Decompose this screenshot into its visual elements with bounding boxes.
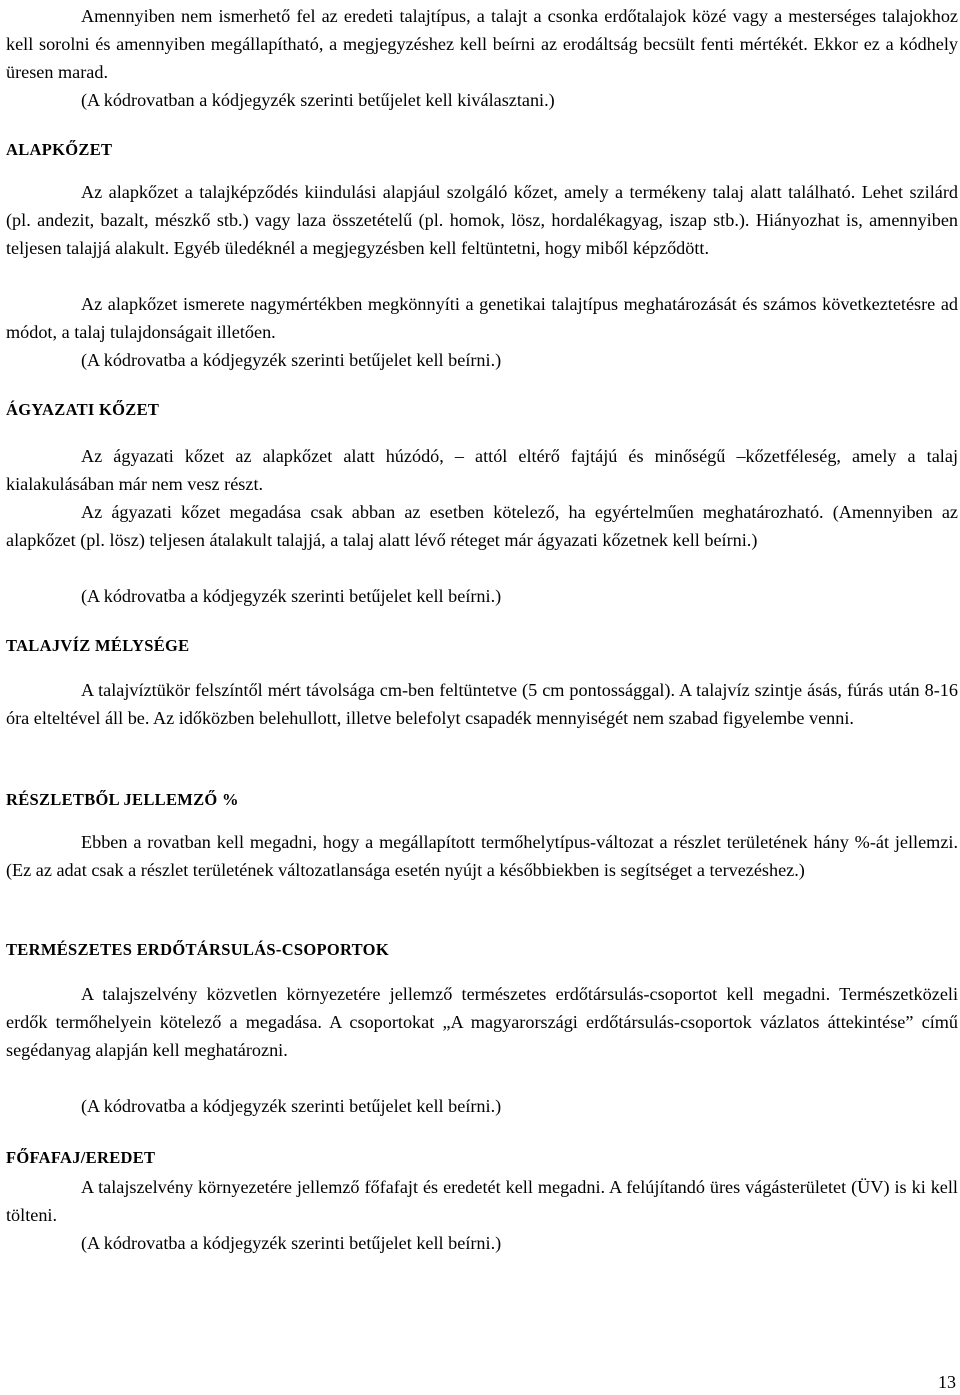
fofafaj-eredet-note: (A kódrovatba a kódjegyzék szerinti betűjelet kell beírni.) — [81, 1233, 502, 1253]
alapkozet-paragraph-1: Az alapkőzet a talajképződés kiindulási alapjául szolgáló kőzet, amely a termékeny talaj alatt található. Lehet szilárd (pl. andezit, bazalt, mészkő stb.) vagy laza összetételű (pl. homok, lösz, hordalékagyag, iszap stb.). Hiányozhat is, amennyiben teljesen talajjá alakult. Egyéb üledéknél a megjegyzésben kell feltüntetni, hogy miből képződött. — [6, 182, 958, 259]
section-heading-reszletbol-jellemzo: RÉSZLETBŐL JELLEMZŐ % — [6, 790, 239, 809]
page-number: 13 — [938, 1372, 956, 1392]
agyazati-kozet-paragraph-1: Az ágyazati kőzet az alapkőzet alatt húzódó, – attól eltérő fajtájú és minőségű –kőzetféleség, amely a talaj kialakulásában már nem vesz részt. — [6, 446, 958, 495]
agyazati-kozet-note: (A kódrovatba a kódjegyzék szerinti betűjelet kell beírni.) — [81, 586, 502, 606]
section-heading-talajviz-melysege: TALAJVÍZ MÉLYSÉGE — [6, 636, 190, 655]
alapkozet-paragraph-2: Az alapkőzet ismerete nagymértékben megkönnyíti a genetikai talajtípus meghatározását és számos következtetésre ad módot, a talaj tulajdonságait illetően. — [6, 294, 958, 343]
alapkozet-note: (A kódrovatba a kódjegyzék szerinti betűjelet kell beírni.) — [81, 350, 502, 370]
termeszetes-erdotarsulas-note: (A kódrovatba a kódjegyzék szerinti betűjelet kell beírni.) — [81, 1096, 502, 1116]
section-heading-agyazati-kozet: ÁGYAZATI KŐZET — [6, 400, 160, 419]
intro-note: (A kódrovatban a kódjegyzék szerinti betűjelet kell kiválasztani.) — [81, 90, 555, 110]
section-heading-alapkozet: ALAPKŐZET — [6, 140, 113, 159]
reszletbol-paragraph: Ebben a rovatban kell megadni, hogy a megállapított termőhelytípus-változat a részlet területének hány %-át jellemzi. (Ez az adat csak a részlet területének változatlansága esetén nyújt a későbbiekben is segítséget a tervezéshez.) — [6, 832, 958, 881]
fofafaj-eredet-paragraph: A talajszelvény környezetére jellemző főfafajt és eredetét kell megadni. A felújítandó üres vágásterületet (ÜV) is ki kell tölteni. — [6, 1177, 958, 1226]
section-heading-termeszetes-erdotarsulas: TERMÉSZETES ERDŐTÁRSULÁS-CSOPORTOK — [6, 940, 389, 959]
section-heading-fofafaj-eredet: FŐFAFAJ/EREDET — [6, 1148, 156, 1167]
agyazati-kozet-paragraph-2: Az ágyazati kőzet megadása csak abban az esetben kötelező, ha egyértelműen meghatározható. (Amennyiben az alapkőzet (pl. lösz) teljesen átalakult talajjá, a talaj alatt lévő réteget már ágyazati kőzetnek kell beírni.) — [6, 502, 958, 551]
talajviz-paragraph: A talajvíztükör felszíntől mért távolsága cm-ben feltüntetve (5 cm pontossággal). A talajvíz szintje ásás, fúrás után 8-16 óra elteltével áll be. Az időközben belehullott, illetve belefolyt csapadék mennyiségét nem szabad figyelembe venni. — [6, 680, 958, 729]
termeszetes-erdotarsulas-paragraph: A talajszelvény közvetlen környezetére jellemző természetes erdőtársulás-csoportot kell megadni. Természetközeli erdők termőhelyein kötelező a megadása. A csoportokat „A magyarországi erdőtársulás-csoportok vázlatos áttekintése” című segédanyag alapján kell meghatározni. — [6, 984, 958, 1061]
intro-paragraph: Amennyiben nem ismerhető fel az eredeti talajtípus, a talajt a csonka erdőtalajok közé vagy a mesterséges talajokhoz kell sorolni és amennyiben megállapítható, a megjegyzéshez kell beírni az erodáltság becsült fenti mértékét. Ekkor ez a kódhely üresen marad. — [6, 6, 958, 83]
